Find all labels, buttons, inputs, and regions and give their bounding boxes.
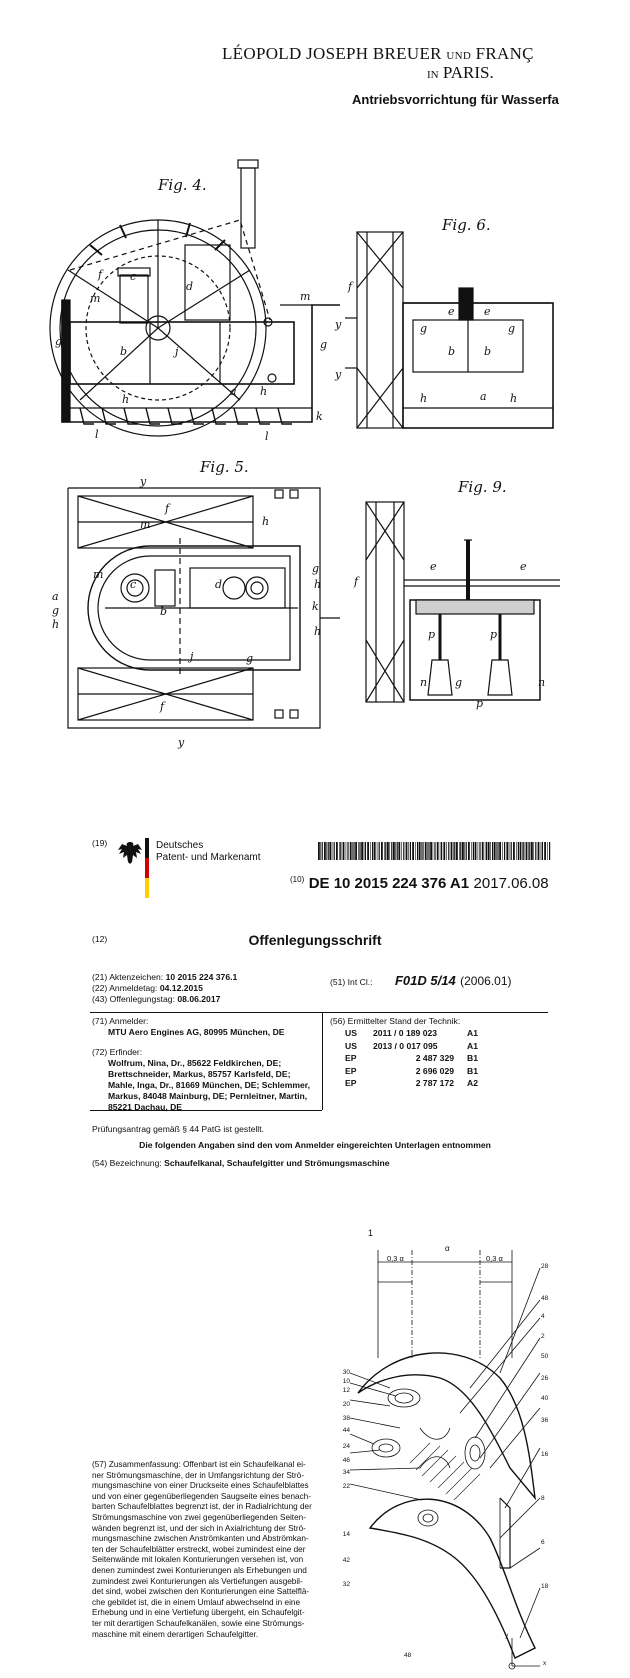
ref-numeral: 26: [541, 1375, 549, 1382]
fig4-letter-m: m: [90, 292, 101, 305]
field-51: (51) Int Cl.: F01D 5/14 (2006.01): [330, 973, 512, 988]
fig5-letter-y: y: [140, 475, 147, 488]
fig9-letter-n: n: [420, 676, 428, 689]
fig6-label: Fig. 6.: [442, 216, 491, 234]
fig5-letter-b: b: [160, 605, 168, 618]
fig5-drawing: [50, 478, 340, 738]
old-patent-inventors: LÉOPOLD JOSEPH BREUER UND FRANÇ: [222, 44, 534, 63]
fig6-letter-b2: b: [484, 345, 492, 358]
inventor-line: Markus, 84048 Mainburg, DE; Pernleitner, Martin,: [108, 1091, 308, 1101]
fig6-letter-y: y: [335, 318, 342, 331]
fig6-letter-b: b: [448, 345, 456, 358]
ref-numeral: 16: [541, 1451, 549, 1458]
ref-numeral: 46: [342, 1457, 350, 1464]
fig5-letter-h4: h: [314, 625, 322, 638]
fig4-letter-g2: g: [320, 338, 328, 351]
dim-label-center: α: [445, 1244, 450, 1253]
ref-numeral: 22: [342, 1483, 350, 1490]
ref-numeral: 28: [541, 1263, 549, 1270]
flag-red: [145, 858, 149, 878]
ref-numeral: 34: [342, 1469, 350, 1476]
fig5-letter-j: j: [190, 650, 194, 663]
drawing-refs-left: [336, 1370, 350, 1594]
field-22: (22) Anmeldetag: 04.12.2015: [92, 983, 203, 993]
ref-numeral-bottom: 48: [404, 1652, 412, 1659]
biblio-left-top: [92, 972, 322, 1005]
field-43: (43) Offenlegungstag: 08.06.2017: [92, 994, 221, 1004]
fig9-letter-e: e: [430, 560, 437, 573]
ref-numeral: 50: [541, 1353, 549, 1360]
fig5-letter-g2: g: [52, 604, 60, 617]
fig5-letter-c: c: [130, 578, 137, 591]
fig4-letter-c: c: [130, 270, 137, 283]
fig5-letter-k: k: [312, 600, 319, 613]
dim-label-right: 0,3 α: [486, 1254, 503, 1263]
field-71: (71) Anmelder: MTU Aero Engines AG, 80995 München, DE: [92, 1016, 285, 1037]
fig9-letter-n2: n: [538, 676, 546, 689]
inventor-line: Brettschneider, Markus, 85757 Karlsfeld, DE;: [108, 1069, 291, 1079]
ref-numeral: 4: [541, 1313, 545, 1320]
inventor-line: Mahle, Inga, Dr., 81669 München, DE; Schlemmer,: [108, 1080, 311, 1090]
fig9-letter-f: f: [354, 575, 359, 588]
fig6-drawing: [345, 228, 555, 438]
citation-row: EP 2 696 029 B1: [345, 1065, 478, 1076]
field-21: (21) Aktenzeichen: 10 2015 224 376.1: [92, 972, 238, 982]
abstract: (57) Zusammenfassung: Offenbart ist ein Schaufelkanal ei- ner Strömungsmaschine, der in Umfangsrichtung der Strö- mungsmaschine von einer Druckseite eines Schaufelblattes und von einer gegenüberliegenden Saugseite eines benach- barten Schaufelblattes begrenzt ist, der in Radialrichtung der Strömungsmaschine von zwei gegenüberliegenden Seiten- wänden begrenzt ist, und der sich in Axialrichtung der Strö- mungsmaschine zwischen Anströmkanten und Abströmkan- ten der Schaufelblätter erstreckt, wobei zumindest eine der Seitenwände mit lokalen Konturierungen versehen ist, von denen zumindest zwei Konturierungen als Erhebungen und zumindest zwei Konturierungen als Vertiefungen ausgebil- det sind, wobei zwischen den Konturierungen eine Sattelflä- che gebildet ist, die in einem Umlauf abwechselnd in eine Erhebung und in eine Vertiefung übergeht, ein Schaufelgit- ter mit derartigen Schaufelkanälen, sowie eine Strömungs- maschine mit einem derartigen Schaufelgitter.: [92, 1460, 312, 1639]
field-72: (72) Erfinder: Wolfrum, Nina, Dr., 85622 Feldkirchen, DE; Brettschneider, Markus, 85757 Karlsfeld, DE; Mahle, Inga, Dr., 81669 München, DE; Schlemmer, Markus, 84048 Mainburg, DE; Pernleitner, Martin, 85221 Dachau, DE: [92, 1047, 320, 1113]
fig4-label: Fig. 4.: [158, 176, 207, 194]
drawing-refs-right: [541, 1264, 548, 1596]
ref-numeral: 40: [541, 1395, 549, 1402]
fig6-letter-f: f: [348, 280, 353, 293]
fig5-letter-g: g: [312, 562, 320, 575]
fig9-letter-g: g: [455, 676, 463, 689]
flag-black: [145, 838, 149, 858]
fig6-letter-e: e: [448, 305, 455, 318]
fig5-letter-a: a: [52, 590, 59, 603]
fig4-letter-h: h: [122, 393, 130, 406]
old-patent-city: IN PARIS.: [427, 63, 494, 82]
ref-numeral: 2: [541, 1333, 545, 1340]
fig4-letter-j: j: [175, 345, 179, 358]
office-name: Deutsches Patent- und Markenamt: [156, 840, 261, 863]
ref-numeral: 10: [342, 1378, 350, 1385]
citation-row: EP 2 487 329 B1: [345, 1053, 478, 1063]
ref-numeral: 44: [342, 1427, 350, 1434]
fig5-letter-h: h: [262, 515, 270, 528]
ref-numeral: 18: [541, 1583, 549, 1590]
drawing-fig-number: 1: [368, 1228, 374, 1238]
examination-request: Prüfungsantrag gemäß § 44 PatG ist gestellt.: [92, 1124, 264, 1134]
fig4-letter-g: g: [55, 335, 63, 348]
field-54: (54) Bezeichnung: Schaufelkanal, Schaufelgitter und Strömungsmaschine: [92, 1158, 390, 1168]
fig5-letter-f2: f: [160, 700, 165, 713]
ref-numeral: 36: [541, 1417, 549, 1424]
eagle-emblem-icon: [116, 840, 144, 866]
inid-19: (19): [92, 838, 108, 848]
barcode: [318, 842, 553, 860]
fig4-letter-f: f: [98, 268, 103, 281]
document-type: Offenlegungsschrift: [248, 932, 382, 948]
fig9-letter-p: p: [428, 628, 436, 641]
fig4-letter-a: a: [230, 385, 237, 398]
inid-12: (12): [92, 934, 108, 944]
fig5-letter-m: m: [140, 518, 151, 531]
old-patent-title: Antriebsvorrichtung für Wasserfa: [352, 92, 559, 107]
citations-table: [344, 1027, 479, 1090]
ref-numeral: 8: [541, 1495, 545, 1502]
fig5-letter-y2: y: [178, 736, 185, 749]
ref-numeral: 38: [342, 1415, 350, 1422]
publication-number: DE 10 2015 224 376 A1: [308, 875, 470, 892]
fig6-letter-y2: y: [335, 368, 342, 381]
fig4-letter-m2: m: [300, 290, 311, 303]
rule-top: [90, 1012, 548, 1013]
publication-date: 2017.06.08: [473, 875, 549, 892]
fig6-letter-e2: e: [484, 305, 491, 318]
ref-numeral: 12: [342, 1387, 350, 1394]
field-56: (56) Ermittelter Stand der Technik: US 2011 / 0 189 023 A1 US 2013 / 0 017 095 A1 EP 2 487 329 B1 EP 2 696 029 B1 EP 2 787 172 A2: [330, 1016, 478, 1088]
fig6-letter-a: a: [480, 390, 487, 403]
fig5-letter-h3: h: [52, 618, 60, 631]
fig6-letter-h2: h: [510, 392, 518, 405]
ref-numeral: 20: [342, 1401, 350, 1408]
inventor-line: 85221 Dachau, DE: [108, 1102, 183, 1112]
ref-numeral: 30: [342, 1369, 350, 1376]
fig5-letter-f: f: [165, 502, 170, 515]
fig5-letter-d: d: [215, 578, 223, 591]
fig4-letter-l2: l: [265, 430, 269, 443]
blade-channel-drawing: [350, 1238, 560, 1678]
citation-row: US 2011 / 0 189 023 A1: [345, 1028, 478, 1038]
fig9-letter-p2: p: [490, 628, 498, 641]
fig9-label: Fig. 9.: [458, 478, 507, 496]
ref-numeral: 6: [541, 1539, 545, 1546]
citation-row: EP 2 787 172 A2: [345, 1078, 478, 1088]
publication-line: $^{(10)}$ DE 10 2015 224 376 A1 2017.06.08: [290, 875, 549, 892]
applicant-notice: Die folgenden Angaben sind den vom Anmelder eingereichten Unterlagen entnommen: [139, 1140, 491, 1150]
axis-label-x: x: [543, 1660, 547, 1667]
fig9-letter-e2: e: [520, 560, 527, 573]
fig5-letter-h2: h: [314, 578, 322, 591]
fig6-letter-g: g: [420, 322, 428, 335]
ref-numeral: 42: [342, 1557, 350, 1564]
fig4-letter-b: b: [120, 345, 128, 358]
fig4-drawing: [40, 150, 340, 460]
fig6-letter-g2: g: [508, 322, 516, 335]
fig5-letter-m2: m: [93, 568, 104, 581]
dim-label-left: 0,3 α: [387, 1254, 404, 1263]
ref-numeral: 14: [342, 1531, 350, 1538]
fig4-letter-h2: h: [260, 385, 268, 398]
fig5-label: Fig. 5.: [200, 458, 249, 476]
inventor-line: Wolfrum, Nina, Dr., 85622 Feldkirchen, DE;: [108, 1058, 282, 1068]
ref-numeral: 24: [342, 1443, 350, 1450]
fig6-letter-h: h: [420, 392, 428, 405]
fig9-letter-p3: p: [476, 697, 484, 710]
axis-label-y: y: [505, 1632, 509, 1639]
fig4-letter-k: k: [316, 410, 323, 423]
ref-numeral: 48: [541, 1295, 549, 1302]
citation-row: US 2013 / 0 017 095 A1: [345, 1040, 478, 1051]
fig4-letter-l: l: [95, 428, 99, 441]
rule-vertical: [322, 1012, 323, 1110]
fig5-letter-g3: g: [246, 652, 254, 665]
ref-numeral: 32: [342, 1581, 350, 1588]
fig4-letter-d: d: [186, 280, 194, 293]
flag-gold: [145, 878, 149, 898]
